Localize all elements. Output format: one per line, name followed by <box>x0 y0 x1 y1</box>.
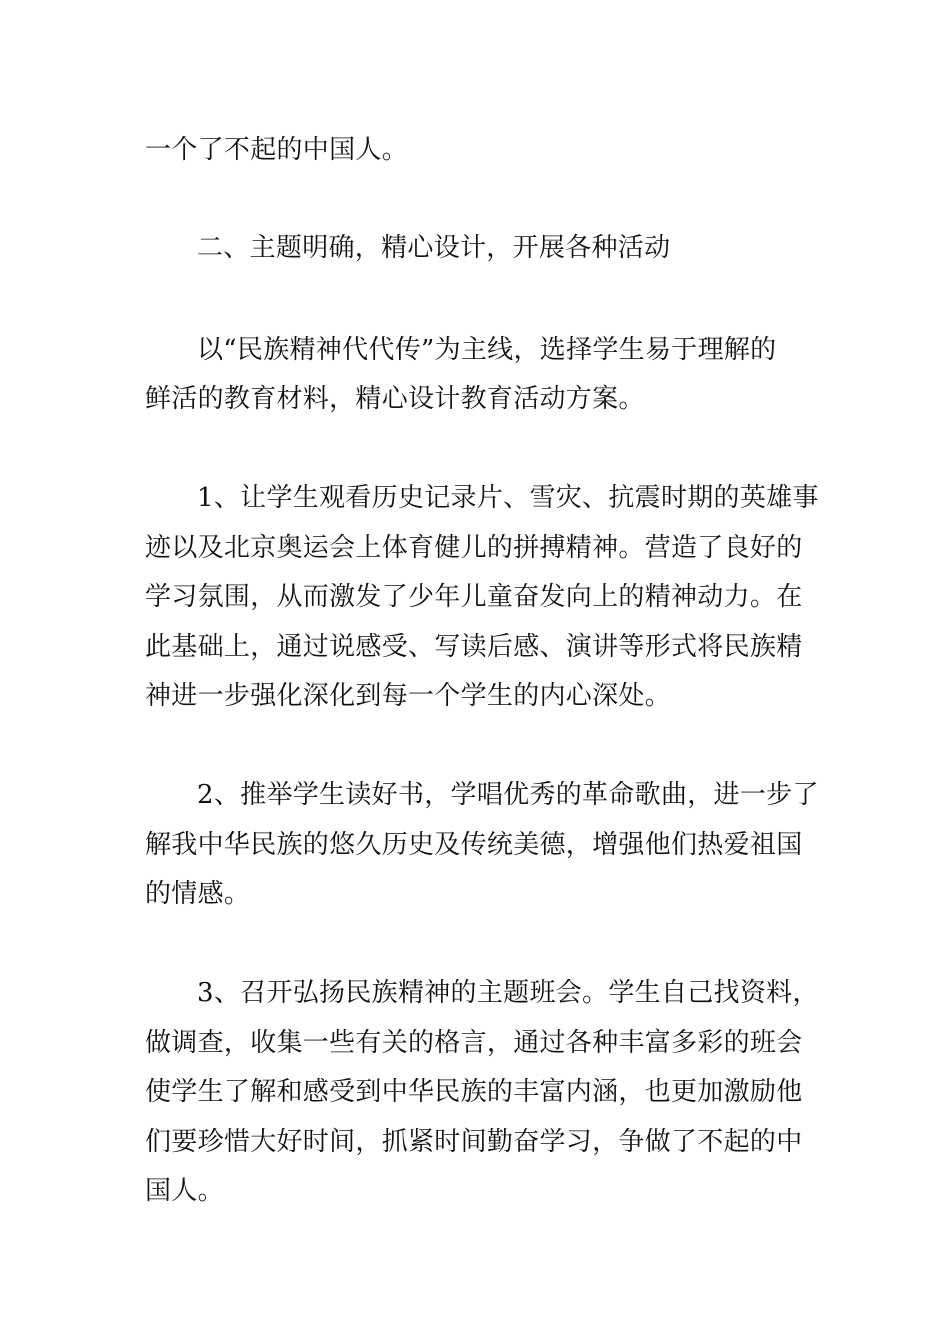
paragraph-line: 以“民族精神代代传”为主线，选择学生易于理解的 <box>197 335 777 365</box>
paragraph-line: 1、让学生观看历史记录片、雪灾、抗震时期的英雄事 <box>197 483 819 513</box>
paragraph-line: 学习氛围，从而激发了少年儿童奋发向上的精神动力。在 <box>145 582 803 612</box>
paragraph-line: 神进一步强化深化到每一个学生的内心深处。 <box>145 681 672 711</box>
paragraph-line: 3、召开弘扬民族精神的主题班会。学生自己找资料， <box>197 978 819 1008</box>
paragraph-line: 们要珍惜大好时间，抓紧时间勤奋学习，争做了不起的中 <box>145 1127 803 1157</box>
paragraph-line: 鲜活的教育材料，精心设计教育活动方案。 <box>145 384 645 414</box>
section-heading: 二、主题明确，精心设计，开展各种活动 <box>197 233 671 263</box>
paragraph-line: 一个了不起的中国人。 <box>145 135 409 165</box>
paragraph-line: 2、推举学生读好书，学唱优秀的革命歌曲，进一步了 <box>197 780 819 810</box>
paragraph-line: 迹以及北京奥运会上体育健儿的拼搏精神。营造了良好的 <box>145 533 803 563</box>
paragraph-line: 解我中华民族的悠久历史及传统美德，增强他们热爱祖国 <box>145 830 803 860</box>
paragraph-line: 的情感。 <box>145 879 251 909</box>
paragraph-line: 国人。 <box>145 1176 224 1206</box>
paragraph-line: 此基础上，通过说感受、写读后感、演讲等形式将民族精 <box>145 632 803 662</box>
paragraph-line: 使学生了解和感受到中华民族的丰富内涵，也更加激励他 <box>145 1077 803 1107</box>
paragraph-line: 做调查，收集一些有关的格言，通过各种丰富多彩的班会 <box>145 1028 803 1058</box>
